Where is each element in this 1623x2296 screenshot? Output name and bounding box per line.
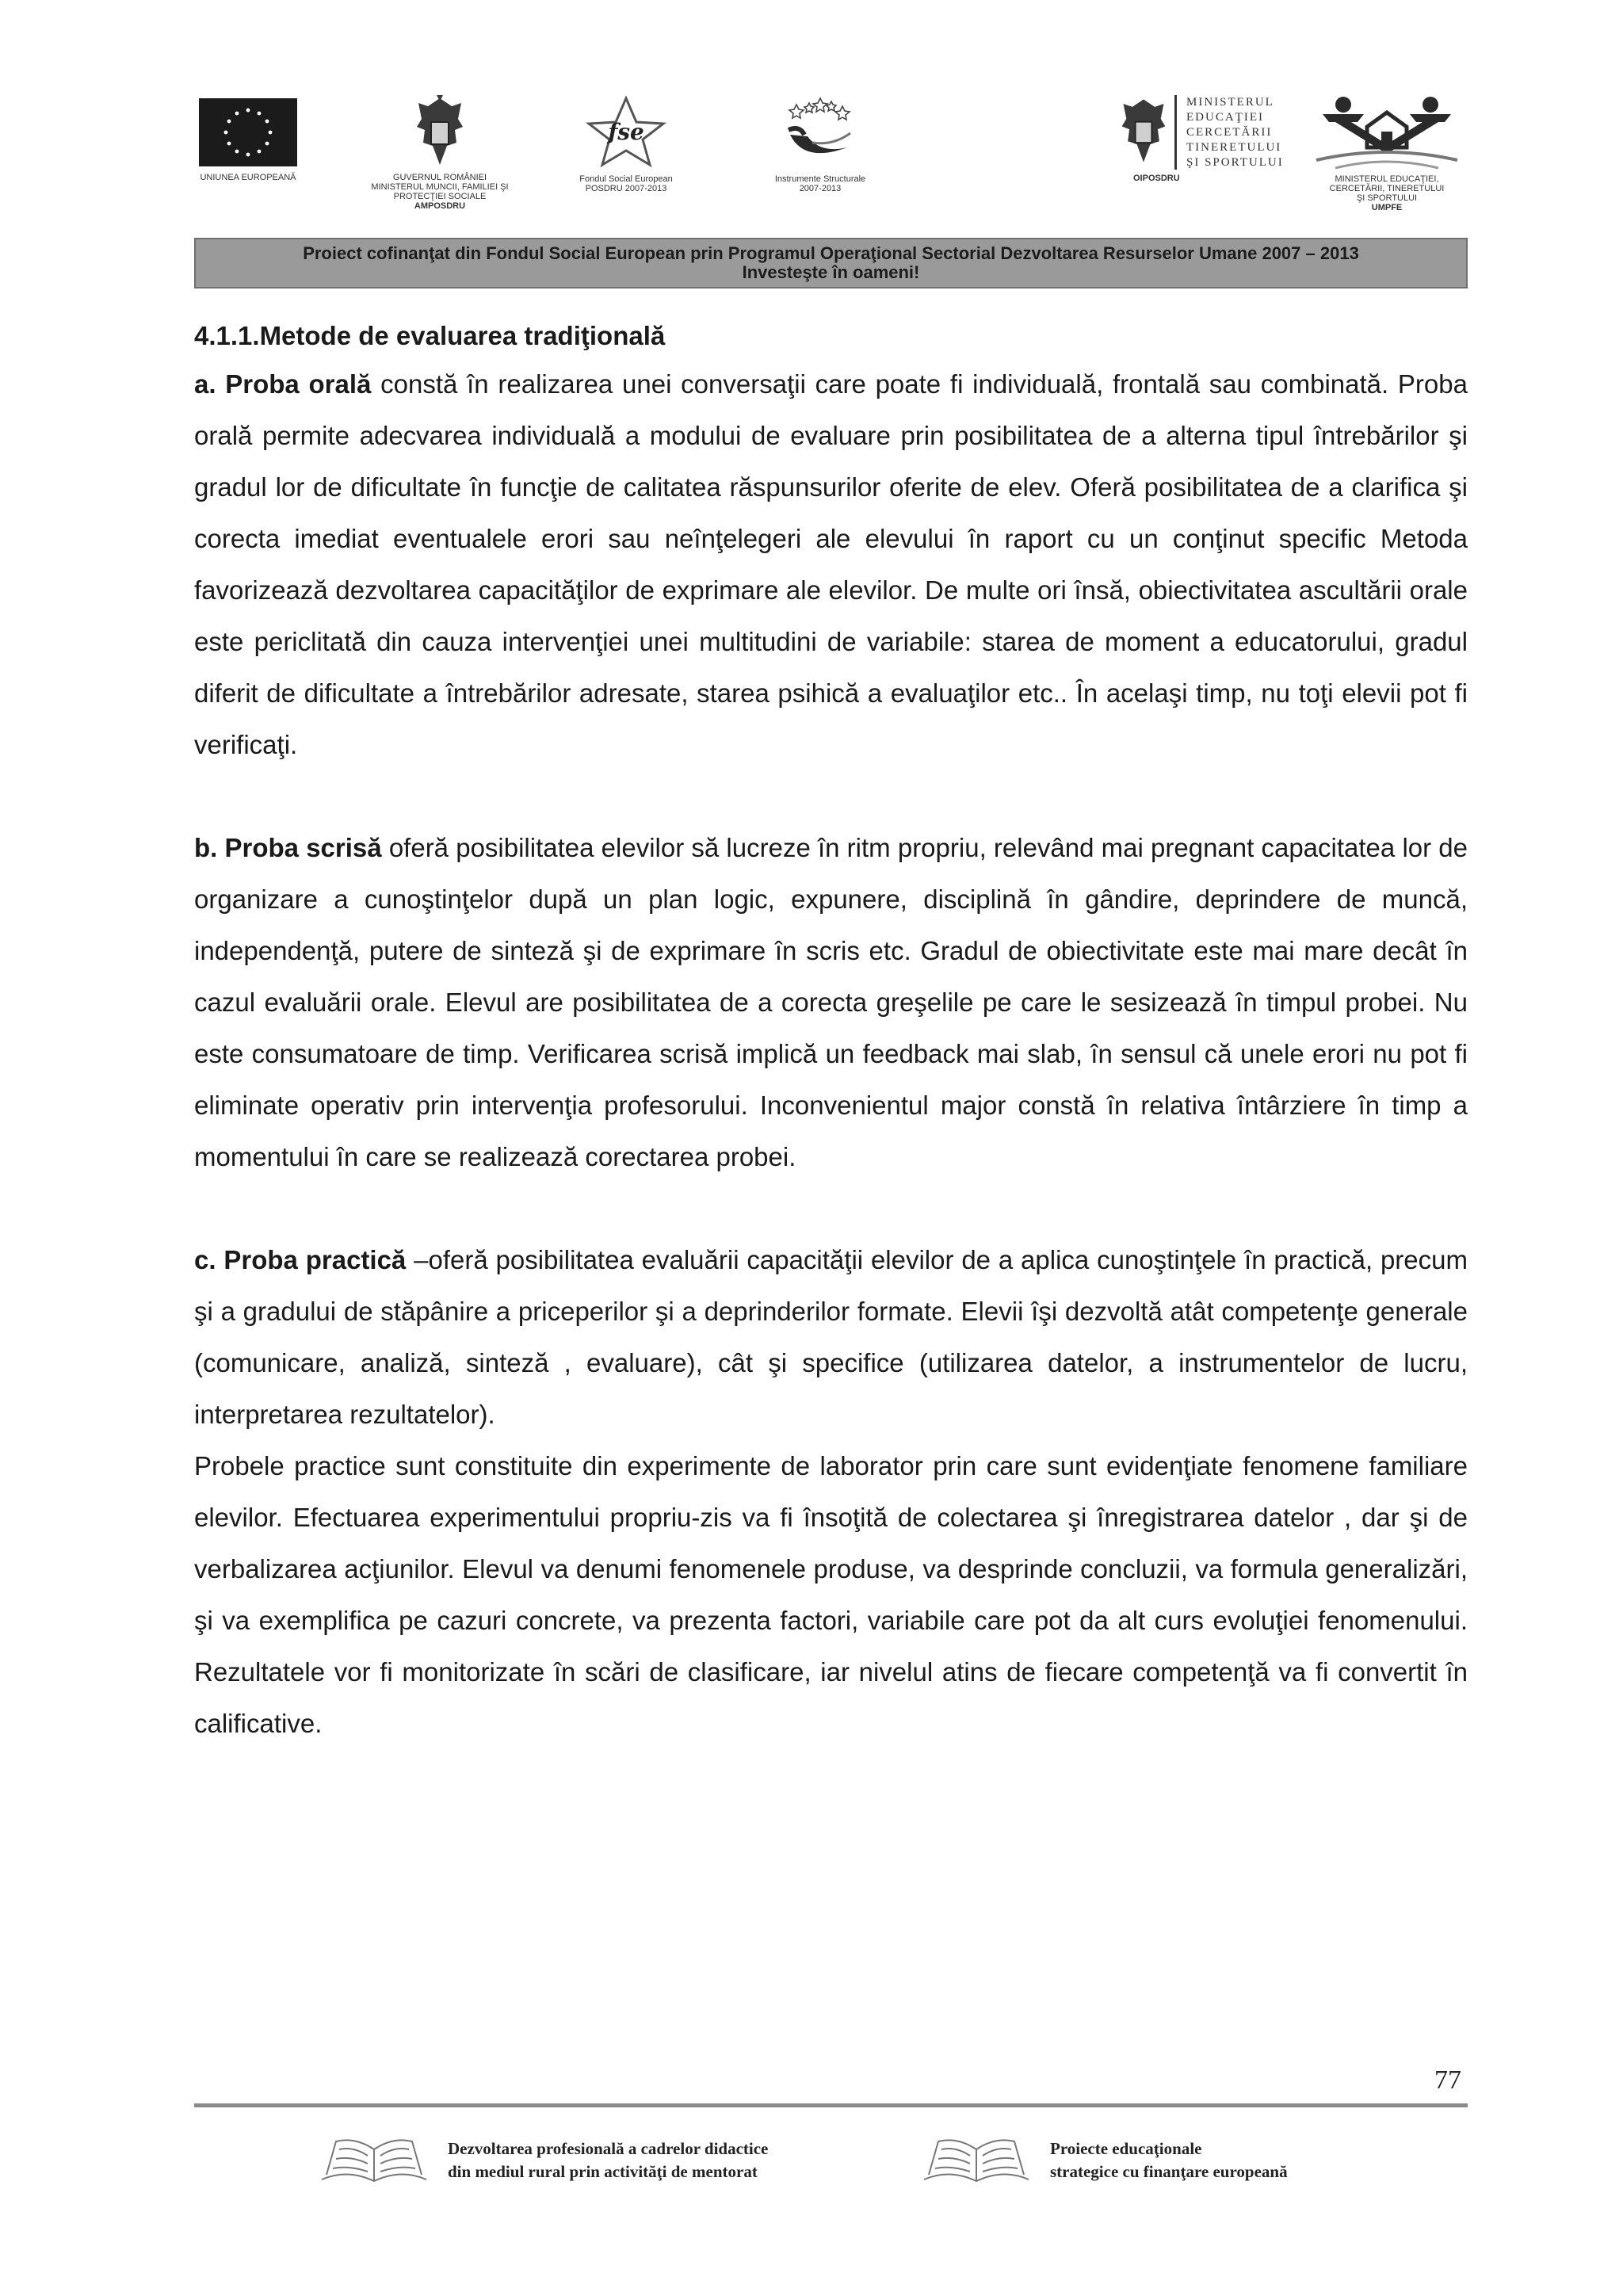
footer-left-text — [448, 2137, 768, 2183]
eu-caption: UNIUNEA EUROPEANĂ — [200, 173, 296, 182]
umpfe-logo — [1308, 95, 1466, 212]
footer-left-line-1: Dezvoltarea profesională a cadrelor didactice — [448, 2139, 769, 2158]
gov-caption-1: GUVERNUL ROMÂNIEI — [392, 173, 487, 182]
footer-right-line-2: strategice cu finanţare europeană — [1050, 2162, 1288, 2181]
footer-left-line-2: din mediul rural prin activităţi de mentorat — [448, 2162, 758, 2181]
banner-line-1: Proiect cofinanţat din Fondul Social European prin Programul Operaţional Sectorial Dezvoltarea Resurselor Umane 2007 – 2013 — [303, 243, 1359, 263]
open-book-icon-right — [918, 2134, 1035, 2191]
gov-caption-3: PROTECŢIEI SOCIALE — [393, 192, 487, 201]
project-banner — [194, 238, 1468, 288]
written-test-text: oferă posibilitatea elevilor să lucreze în ritm propriu, relevând mai pregnant capacitatea lor de organizare a cunoştinţelor după un plan logic, expunere, disciplină în gândire, deprindere de muncă, independenţă, putere de sinteză şi de exprimare în scris etc. Gradul de obiectivitate este mai mare decât în cazul evaluării orale. Elevul are posibilitatea de a corecta greşelile pe care le sesizează în timpul probei. Nu este consumatoare de timp. Verificarea scrisă implică un feedback mai slab, în sensul că unele erori nu pot fi eliminate operativ prin intervenţia profesorului. Inconvenientul major constă în relativa întârziere în timp a momentului în care se realizează corectarea probei. — [194, 833, 1468, 1171]
written-test-label: b. Proba scrisă — [194, 833, 382, 862]
fse-caption-1: Fondul Social European — [579, 174, 673, 184]
gov-caption-bold: AMPOSDRU — [414, 201, 466, 211]
ministry-text-4: TINERETULUI — [1186, 141, 1282, 154]
ministry-caption-bold: OIPOSDRU — [1133, 174, 1180, 183]
footer-right-line-1: Proiecte educaţionale — [1050, 2139, 1202, 2158]
footer-right-text — [1050, 2137, 1288, 2183]
is-caption-2: 2007-2013 — [799, 184, 842, 193]
ministry-text-2: EDUCAŢIEI — [1186, 111, 1264, 124]
oral-test-text: constă în realizarea unei conversaţii care poate fi individuală, frontală sau combinată. Proba orală permite adecvarea individuală a modului de evaluare prin posibilitatea de a alterna tipul întrebărilor şi gradul lor de dificultate în funcţie de calitatea răspunsurilor oferite de elev. Oferă posibilitatea de a clarifica şi corecta imediat eventualele erori sau neînţelegeri ale elevului în raport cu un conţinut specific Metoda favorizează dezvoltarea capacităţilor de exprimare ale elevilor. De multe ori însă, obiectivitatea ascultării orale este periclitată din cauza intervenţiei unei multitudini de variabile: starea de moment a educatorului, gradul diferit de dificultate a întrebărilor adresate, starea psihică a evaluaţilor etc.. În acelaşi timp, nu toţi elevii pot fi verificaţi. — [194, 369, 1468, 759]
stars-swoosh-icon — [781, 95, 860, 170]
section-heading: 4.1.1.Metode de evaluarea tradiţională — [194, 321, 666, 350]
oral-test-label: a. Proba orală — [194, 369, 372, 399]
umpfe-caption-bold: UMPFE — [1371, 203, 1403, 212]
gov-caption-2: MINISTERUL MUNCII, FAMILIEI ŞI — [371, 182, 509, 192]
is-caption-1: Instrumente Structurale — [774, 174, 866, 184]
footer-divider — [194, 2103, 1468, 2107]
practical-test-label: c. Proba practică — [194, 1245, 407, 1274]
ministry-text-5: ŞI SPORTULUI — [1186, 156, 1284, 169]
umpfe-people-house-icon — [1312, 95, 1462, 171]
umpfe-caption-3: ŞI SPORTULUI — [1356, 193, 1418, 203]
fse-caption-2: POSDRU 2007-2013 — [585, 184, 667, 193]
paragraph-written-test — [194, 822, 1468, 1182]
fse-mark: fse — [608, 119, 644, 145]
paragraph-practical-test — [194, 1234, 1468, 1440]
practical-test-text: –oferă posibilitatea evaluării capacităţii elevilor de a aplica cunoştinţele în practică, precum şi a gradului de stăpânire a priceperilor şi a deprinderilor formate. Elevii îşi dezvoltă atât competenţe generale (comunicare, analiză, sinteză , evaluare), cât şi specifice (utilizarea datelor, a instrumentelor de lucru, interpretarea rezultatelor). — [194, 1245, 1468, 1429]
ministry-logo — [1117, 95, 1284, 183]
paragraph-oral-test — [194, 358, 1468, 770]
eu-flag-icon — [199, 98, 297, 166]
ministry-coat-of-arms-icon — [1117, 95, 1170, 166]
paragraph-practical-details: Probele practice sunt constituite din experimente de laborator prin care sunt evidenţiate fenomene familiare elevilor. Efectuarea experimentului propriu-zis va fi însoţită de colectarea şi înregistrarea datelor , dar şi de verbalizarea acţiunilor. Elevul va denumi fenomenele produse, va desprinde concluzii, va formula generalizări, şi va exemplifica pe cazuri concrete, va prezenta factori, variabile care pot da alt curs evoluţiei fenomenului. Rezultatele vor fi monitorizate în scări de clasificare, iar nivelul atins de fiecare competenţă va fi convertit în calificative. — [194, 1451, 1468, 1738]
umpfe-caption-2: CERCETĂRII, TINERETULUI — [1329, 184, 1445, 193]
fse-logo — [567, 95, 685, 193]
government-logo — [357, 95, 523, 211]
eu-logo — [181, 98, 315, 182]
coat-of-arms-icon — [412, 95, 468, 168]
open-book-icon-left — [315, 2134, 433, 2191]
instrumente-structurale-logo — [761, 95, 880, 193]
page-number: 77 — [1434, 2065, 1461, 2095]
ministry-text-3: CERCETĂRII — [1186, 126, 1273, 139]
ministry-text-1: MINISTERUL — [1186, 96, 1274, 109]
page-content — [194, 317, 1468, 1749]
umpfe-caption-1: MINISTERUL EDUCAŢIEI, — [1335, 174, 1439, 184]
banner-line-2: Investeşte în oameni! — [742, 262, 920, 282]
